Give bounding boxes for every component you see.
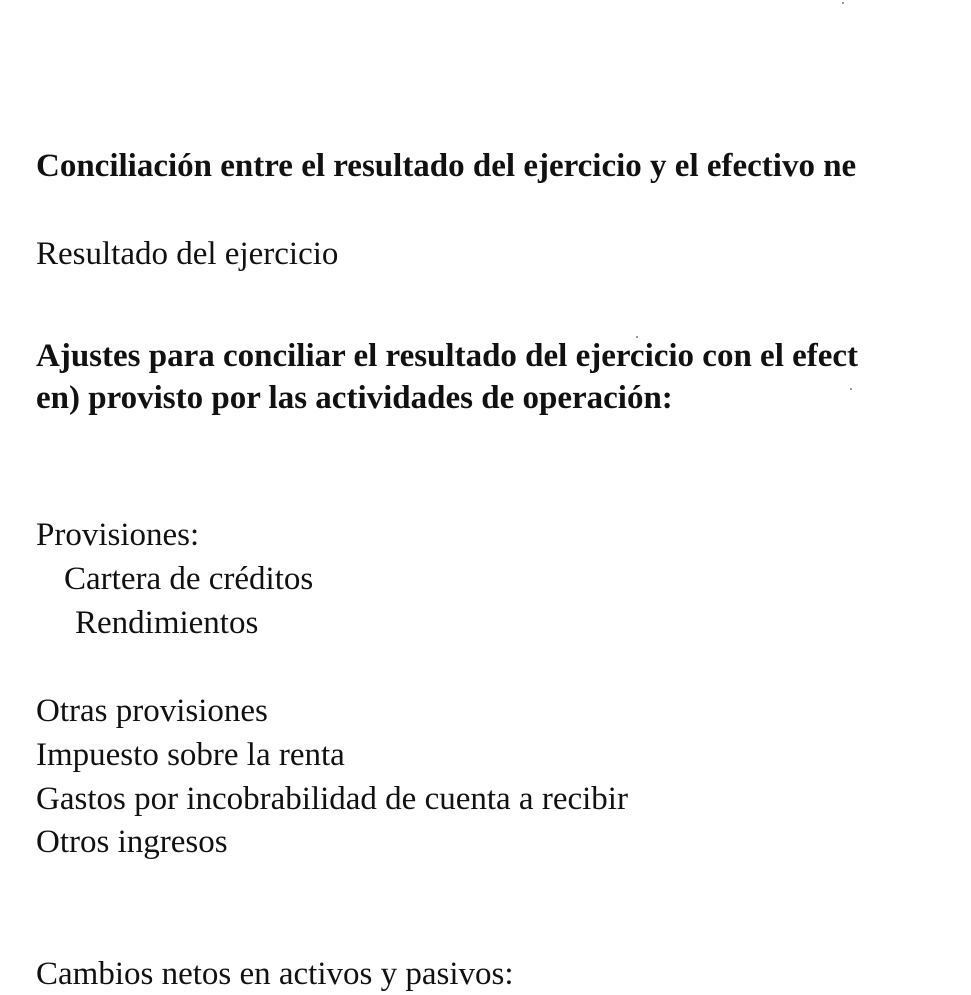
other-item-other-income: Otros ingresos bbox=[36, 824, 228, 860]
net-result-label: Resultado del ejercicio bbox=[36, 236, 339, 272]
provision-item-loan-portfolio: Cartera de créditos bbox=[64, 561, 314, 597]
other-item-bad-debt-expense: Gastos por incobrabilidad de cuenta a recibir bbox=[36, 781, 628, 817]
provisions-label: Provisiones: bbox=[36, 517, 200, 553]
provision-item-yields: Rendimientos bbox=[75, 605, 259, 641]
other-item-other-provisions: Otras provisiones bbox=[36, 693, 268, 729]
adjustments-heading-line1: Ajustes para conciliar el resultado del ejercicio con el efect bbox=[36, 338, 859, 374]
reconciliation-heading: Conciliación entre el resultado del ejercicio y el efectivo ne bbox=[36, 148, 857, 184]
net-changes-label: Cambios netos en activos y pasivos: bbox=[36, 956, 514, 992]
scan-speck bbox=[850, 388, 852, 390]
scan-speck bbox=[842, 2, 844, 4]
scan-speck bbox=[636, 336, 638, 338]
adjustments-heading-line2: en) provisto por las actividades de operación: bbox=[36, 380, 673, 416]
other-item-income-tax: Impuesto sobre la renta bbox=[36, 737, 345, 773]
